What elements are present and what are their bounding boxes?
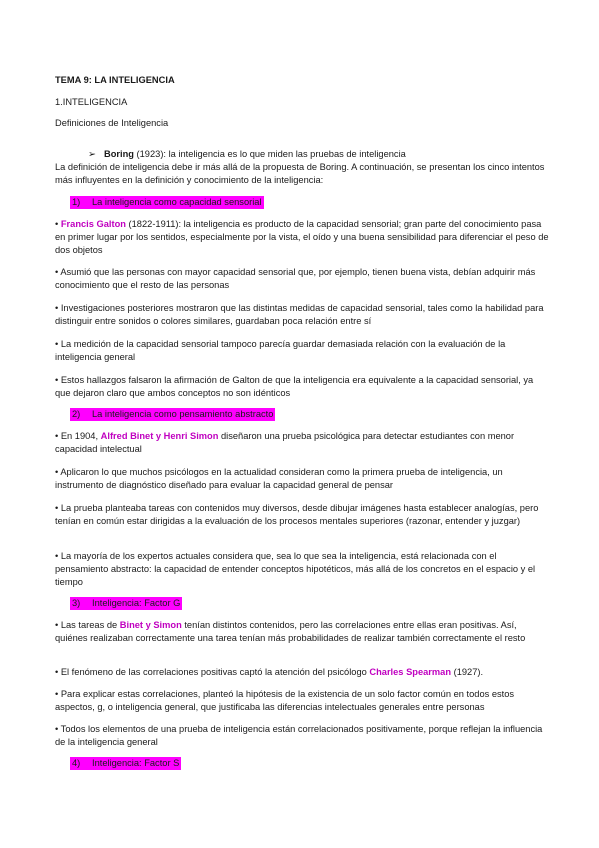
heading-factor-s <box>70 757 181 770</box>
arrow-bullet-icon: ➢ <box>88 149 96 160</box>
heading-abstracto <box>70 408 275 421</box>
paragraph-4: • La medición de la capacidad sensorial tampoco parecía guardar demasiada relación con la evaluación de la inteligencia general <box>55 339 506 362</box>
heading-number: 2) <box>72 409 81 419</box>
paragraph-text: • El fenómeno de las correlaciones positivas captó la atención del psicólogo <box>55 667 370 677</box>
boring-definition <box>88 148 548 161</box>
paragraph-text: • En 1904, <box>55 431 101 441</box>
subsection-heading: Definiciones de Inteligencia <box>55 118 169 128</box>
binet-simon-link: Binet y Simon <box>119 620 182 630</box>
paragraph-5: • Estos hallazgos falsaron la afirmación de Galton de que la inteligencia era equivalente a la capacidad sensorial, ya que dejaron claro que ambos conceptos no son idénticos <box>55 375 534 398</box>
paragraph-3: • Investigaciones posteriores mostraron que las distintas medidas de capacidad sensorial, tales como la habilidad para distinguir entre sonidos o colores similares, guardaban poca relación entre sí <box>55 303 544 326</box>
heading-factor-g <box>70 597 182 610</box>
paragraph-9: • La mayoría de los expertos actuales considera que, sea lo que sea la inteligencia, está relacionada con el pensamiento abstracto: la capacidad de entender conceptos hipotéticos, más allá de los concretos en el espacio y el tiempo <box>55 551 536 587</box>
paragraph-correlaciones <box>55 619 550 645</box>
paragraph-text: • Las tareas de <box>55 620 120 630</box>
paragraph-binet <box>55 430 550 456</box>
paragraph-13: • Todos los elementos de una prueba de inteligencia están correlacionados positivamente, porque reflejan la influencia de la inteligencia general <box>55 724 543 747</box>
paragraph-12: • Para explicar estas correlaciones, planteó la hipótesis de la existencia de un solo factor común en todos estos aspectos, g, o inteligencia general, que justificaba las diferencias intelectuales generales entre personas <box>55 689 515 712</box>
spearman-link: Charles Spearman <box>369 667 452 677</box>
galton-link: Francis Galton <box>60 219 126 229</box>
boring-term: Boring <box>104 149 134 160</box>
paragraph-7: • Aplicaron lo que muchos psicólogos en la actualidad consideran como la primera prueba de inteligencia, un instrumento de diagnóstico diseñado para evaluar la capacidad general de pensar <box>55 467 503 490</box>
section-heading: 1.INTELIGENCIA <box>55 97 128 107</box>
paragraph-text: (1822-1911): la inteligencia es producto de la capacidad sensorial; gran parte del conocimiento pasa en primer lugar por los sentidos, especialmente por la vista, el oído y una buena sensibilidad para diferenciar el peso de dos objetos <box>55 219 549 255</box>
boring-text: (1923): la inteligencia es lo que miden las pruebas de inteligencia <box>133 149 406 160</box>
paragraph-spearman <box>55 666 550 679</box>
paragraph-text: (1927). <box>451 667 484 677</box>
heading-label: Inteligencia: Factor S <box>92 758 180 768</box>
heading-label: La inteligencia como capacidad sensorial <box>92 197 262 207</box>
bullet-icon: • <box>55 219 59 229</box>
heading-sensorial <box>70 196 264 209</box>
heading-number: 1) <box>72 197 81 207</box>
paragraph-2: • Asumió que las personas con mayor capacidad sensorial que, por ejemplo, tienen buena vista, debían adquirir más conocimiento que el resto de las personas <box>55 267 536 290</box>
paragraph-text: diseñaron una prueba psicológica para detectar estudiantes con menor capacidad intelectual <box>55 431 515 454</box>
heading-label: La inteligencia como pensamiento abstracto <box>92 409 274 419</box>
heading-number: 4) <box>72 758 81 768</box>
paragraph-8: • La prueba planteaba tareas con contenidos muy diversos, desde dibujar imágenes hasta establecer analogías, pero tenían en común estar dirigidas a la evaluación de los procesos mentales superiores (razonar, entender y juzgar) <box>55 503 539 526</box>
heading-label: Inteligencia: Factor G <box>92 598 181 608</box>
paragraph-galton <box>55 218 550 257</box>
heading-number: 3) <box>72 598 81 608</box>
document-title: TEMA 9: LA INTELIGENCIA <box>55 75 175 85</box>
intro-paragraph: La definición de inteligencia debe ir más allá de la propuesta de Boring. A continuación, se presentan los cinco intentos más influyentes en la definición y conocimiento de la inteligencia: <box>55 162 545 185</box>
paragraph-text: tenían distintos contenidos, pero las correlaciones entre ellas eran positivas. Así, quiénes realizaban correctamente una tarea tenían más probabilidades de realizar también correctamente el resto <box>55 620 526 643</box>
binet-simon-link: Alfred Binet y Henri Simon <box>100 431 219 441</box>
